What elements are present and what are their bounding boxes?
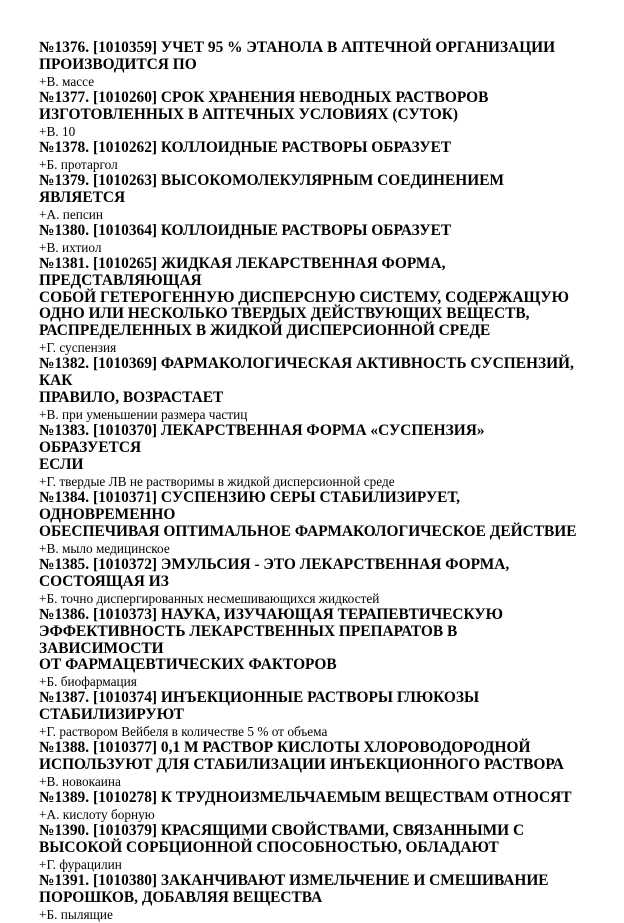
- question-text-line: ЭФФЕКТИВНОСТЬ ЛЕКАРСТВЕННЫХ ПРЕПАРАТОВ В ЗАВИСИМОСТИ: [39, 622, 458, 657]
- question-text-line: №1386. [1010373] НАУКА, ИЗУЧАЮЩАЯ ТЕРАПЕВТИЧЕСКУЮ: [39, 605, 504, 623]
- correct-answer: +В. ихтиол: [39, 239, 102, 255]
- question-text-line: СТАБИЛИЗИРУЮТ: [39, 706, 184, 724]
- question-text-line: №1390. [1010379] КРАСЯЩИМИ СВОЙСТВАМИ, СВЯЗАННЫМИ С: [39, 822, 525, 840]
- question-text-line: №1377. [1010260] СРОК ХРАНЕНИЯ НЕВОДНЫХ РАСТВОРОВ: [39, 88, 489, 106]
- question-item: [39, 690, 584, 740]
- question-item: [39, 790, 584, 823]
- correct-answer: +В. массе: [39, 73, 95, 89]
- question-item: [39, 356, 584, 423]
- question-text-line: №1379. [1010263] ВЫСОКОМОЛЕКУЛЯРНЫМ СОЕДИНЕНИЕМ ЯВЛЯЕТСЯ: [39, 171, 505, 206]
- correct-answer: +Г. твердые ЛВ не растворимы в жидкой дисперсионной среде: [39, 473, 395, 489]
- question-text-line: ИЗГОТОВЛЕННЫХ В АПТЕЧНЫХ УСЛОВИЯХ (СУТОК): [39, 105, 459, 123]
- question-text-line: ВЫСОКОЙ СОРБЦИОННОЙ СПОСОБНОСТЬЮ, ОБЛАДАЮТ: [39, 839, 499, 857]
- question-item: [39, 40, 584, 90]
- question-item: [39, 256, 584, 357]
- question-text-line: ОБЕСПЕЧИВАЯ ОПТИМАЛЬНОЕ ФАРМАКОЛОГИЧЕСКОЕ ДЕЙСТВИЕ: [39, 522, 577, 540]
- question-text-line: ОТ ФАРМАЦЕВТИЧЕСКИХ ФАКТОРОВ: [39, 656, 337, 674]
- question-item: [39, 90, 584, 140]
- question-item: [39, 423, 584, 490]
- correct-answer: +Г. суспензия: [39, 340, 117, 356]
- question-text-line: №1381. [1010265] ЖИДКАЯ ЛЕКАРСТВЕННАЯ ФОРМА, ПРЕДСТАВЛЯЮЩАЯ: [39, 254, 446, 289]
- question-item: [39, 740, 584, 790]
- question-text-line: ПОРОШКОВ, ДОБАВЛЯЯ ВЕЩЕСТВА: [39, 889, 323, 907]
- correct-answer: +Б. пылящие: [39, 906, 113, 922]
- correct-answer: +В. 10: [39, 123, 76, 139]
- question-text-line: №1389. [1010278] К ТРУДНОИЗМЕЛЬЧАЕМЫМ ВЕЩЕСТВАМ ОТНОСЯТ: [39, 789, 572, 807]
- question-text-line: №1388. [1010377] 0,1 М РАСТВОР КИСЛОТЫ ХЛОРОВОДОРОДНОЙ: [39, 739, 531, 757]
- correct-answer: +В. мыло медицинское: [39, 540, 170, 556]
- correct-answer: +Б. протаргол: [39, 156, 118, 172]
- question-item: [39, 140, 584, 173]
- question-text-line: №1384. [1010371] СУСПЕНЗИЮ СЕРЫ СТАБИЛИЗИРУЕТ, ОДНОВРЕМЕННО: [39, 488, 461, 523]
- question-text-line: №1382. [1010369] ФАРМАКОЛОГИЧЕСКАЯ АКТИВНОСТЬ СУСПЕНЗИЙ, КАК: [39, 355, 574, 390]
- correct-answer: +Г. фурацилин: [39, 857, 122, 873]
- question-item: [39, 823, 584, 873]
- question-text-line: ПРОИЗВОДИТСЯ ПО: [39, 55, 197, 73]
- question-text-line: №1385. [1010372] ЭМУЛЬСИЯ - ЭТО ЛЕКАРСТВЕННАЯ ФОРМА,: [39, 555, 510, 573]
- question-item: [39, 607, 584, 691]
- question-text-line: №1380. [1010364] КОЛЛОИДНЫЕ РАСТВОРЫ ОБРАЗУЕТ: [39, 221, 452, 239]
- question-text-line: СОСТОЯЩАЯ ИЗ: [39, 572, 169, 590]
- question-text-line: ПРАВИЛО, ВОЗРАСТАЕТ: [39, 389, 224, 407]
- question-text-line: ЕСЛИ: [39, 455, 84, 473]
- question-text-line: СОБОЙ ГЕТЕРОГЕННУЮ ДИСПЕРСНУЮ СИСТЕМУ, СОДЕРЖАЩУЮ: [39, 288, 569, 306]
- question-text-line: №1391. [1010380] ЗАКАНЧИВАЮТ ИЗМЕЛЬЧЕНИЕ И СМЕШИВАНИЕ: [39, 872, 549, 890]
- question-item: [39, 490, 584, 557]
- correct-answer: +А. пепсин: [39, 206, 104, 222]
- question-item: [39, 557, 584, 607]
- correct-answer: +Г. раствором Вейбеля в количестве 5 % от объема: [39, 724, 328, 740]
- correct-answer: +Б. точно диспергированных несмешивающихся жидкостей: [39, 590, 380, 606]
- question-text-line: №1378. [1010262] КОЛЛОИДНЫЕ РАСТВОРЫ ОБРАЗУЕТ: [39, 138, 452, 156]
- question-text-line: ИСПОЛЬЗУЮТ ДЛЯ СТАБИЛИЗАЦИИ ИНЪЕКЦИОННОГО РАСТВОРА: [39, 756, 564, 774]
- question-text-line: ОДНО ИЛИ НЕСКОЛЬКО ТВЕРДЫХ ДЕЙСТВУЮЩИХ ВЕЩЕСТВ,: [39, 305, 530, 323]
- question-text-line: РАСПРЕДЕЛЕННЫХ В ЖИДКОЙ ДИСПЕРСИОННОЙ СРЕДЕ: [39, 322, 491, 340]
- correct-answer: +А. кислоту борную: [39, 807, 155, 823]
- correct-answer: +В. новокаина: [39, 774, 121, 790]
- question-text-line: №1376. [1010359] УЧЕТ 95 % ЭТАНОЛА В АПТЕЧНОЙ ОРГАНИЗАЦИИ: [39, 39, 556, 56]
- correct-answer: +Б. биофармация: [39, 674, 137, 690]
- question-text-line: №1383. [1010370] ЛЕКАРСТВЕННАЯ ФОРМА «СУСПЕНЗИЯ» ОБРАЗУЕТСЯ: [39, 422, 485, 457]
- question-item: [39, 223, 584, 256]
- question-text-line: №1387. [1010374] ИНЪЕКЦИОННЫЕ РАСТВОРЫ ГЛЮКОЗЫ: [39, 689, 480, 707]
- correct-answer: +В. при уменьшении размера частиц: [39, 407, 248, 423]
- question-item: [39, 173, 584, 223]
